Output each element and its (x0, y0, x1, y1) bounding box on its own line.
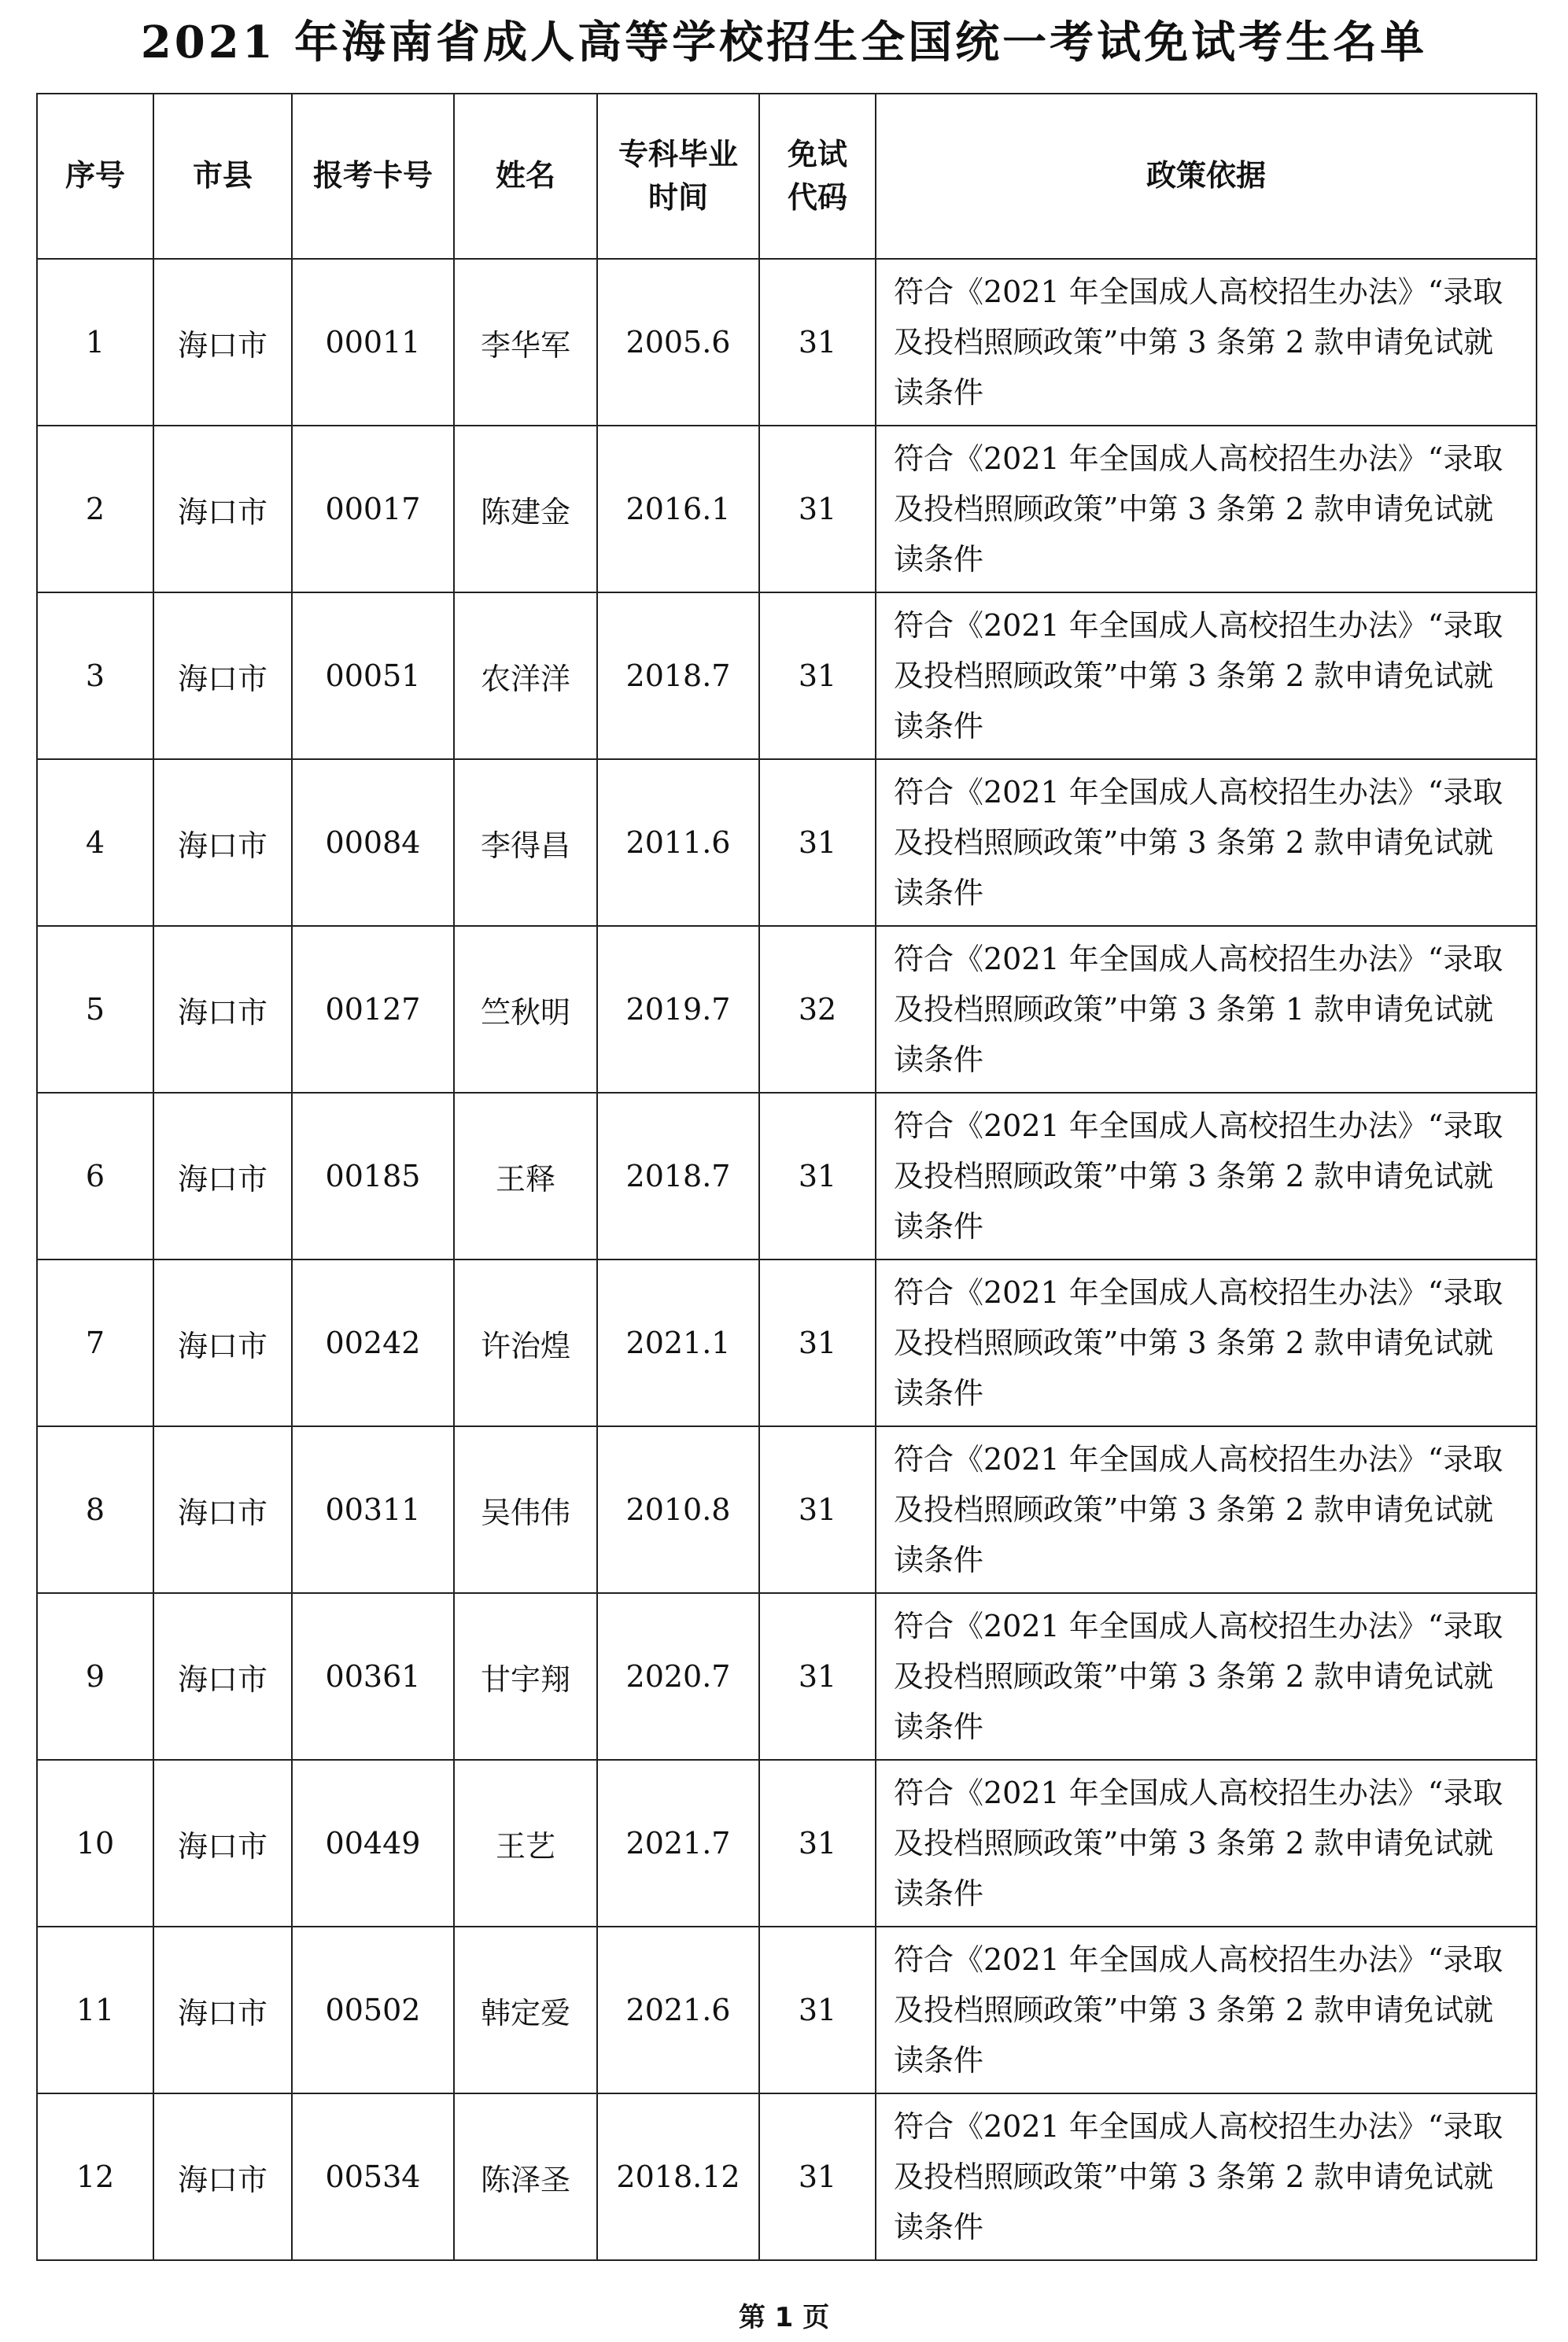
cell-index: 12 (37, 2093, 153, 2260)
cell-card-no: 00017 (292, 426, 454, 592)
cell-card-no: 00534 (292, 2093, 454, 2260)
page-title: 2021 年海南省成人高等学校招生全国统一考试免试考生名单 (140, 17, 1428, 68)
cell-card-no: 00242 (292, 1260, 454, 1426)
cell-exempt-code: 31 (759, 259, 876, 426)
header-exempt-code-line2: 代码 (787, 180, 847, 215)
cell-grad-time: 2021.7 (597, 1760, 759, 1927)
cell-city: 海口市 (153, 2093, 292, 2260)
cell-index: 9 (37, 1593, 153, 1760)
header-name: 姓名 (454, 94, 597, 259)
cell-city: 海口市 (153, 759, 292, 926)
cell-name: 许治煌 (454, 1260, 597, 1426)
table-header-row (37, 94, 1537, 259)
cell-card-no: 00011 (292, 259, 454, 426)
cell-name: 王释 (454, 1093, 597, 1260)
cell-card-no: 00311 (292, 1426, 454, 1593)
cell-exempt-code: 31 (759, 1260, 876, 1426)
cell-grad-time: 2018.7 (597, 1093, 759, 1260)
cell-exempt-code: 31 (759, 759, 876, 926)
exempt-candidates-table (36, 93, 1537, 2261)
page-number: 第 1 页 (738, 2302, 830, 2333)
header-exempt-code (759, 94, 876, 259)
cell-card-no: 00361 (292, 1593, 454, 1760)
cell-index: 3 (37, 592, 153, 759)
cell-policy: 符合《2021 年全国成人高校招生办法》“录取及投档照顾政策”中第 3 条第 2 款申请免试就读条件 (876, 1927, 1537, 2093)
table-row (37, 1426, 1537, 1593)
cell-index: 11 (37, 1927, 153, 2093)
cell-grad-time: 2018.7 (597, 592, 759, 759)
cell-policy: 符合《2021 年全国成人高校招生办法》“录取及投档照顾政策”中第 3 条第 2 款申请免试就读条件 (876, 259, 1537, 426)
cell-exempt-code: 31 (759, 1927, 876, 2093)
table-body (37, 259, 1537, 2260)
cell-card-no: 00449 (292, 1760, 454, 1927)
cell-name: 韩定爱 (454, 1927, 597, 2093)
header-card-no: 报考卡号 (292, 94, 454, 259)
cell-city: 海口市 (153, 1760, 292, 1927)
cell-grad-time: 2021.6 (597, 1927, 759, 2093)
cell-policy: 符合《2021 年全国成人高校招生办法》“录取及投档照顾政策”中第 3 条第 2 款申请免试就读条件 (876, 1760, 1537, 1927)
header-index: 序号 (37, 94, 153, 259)
cell-city: 海口市 (153, 1593, 292, 1760)
cell-grad-time: 2005.6 (597, 259, 759, 426)
cell-city: 海口市 (153, 592, 292, 759)
cell-city: 海口市 (153, 926, 292, 1093)
cell-index: 8 (37, 1426, 153, 1593)
header-policy: 政策依据 (876, 94, 1537, 259)
cell-exempt-code: 31 (759, 1426, 876, 1593)
cell-name: 农洋洋 (454, 592, 597, 759)
cell-city: 海口市 (153, 1260, 292, 1426)
table-row (37, 1260, 1537, 1426)
cell-policy: 符合《2021 年全国成人高校招生办法》“录取及投档照顾政策”中第 3 条第 2 款申请免试就读条件 (876, 426, 1537, 592)
cell-index: 6 (37, 1093, 153, 1260)
cell-exempt-code: 31 (759, 1760, 876, 1927)
table-row (37, 1760, 1537, 1927)
cell-exempt-code: 31 (759, 2093, 876, 2260)
table-row (37, 759, 1537, 926)
cell-grad-time: 2018.12 (597, 2093, 759, 2260)
cell-exempt-code: 31 (759, 426, 876, 592)
table-row (37, 1093, 1537, 1260)
cell-index: 7 (37, 1260, 153, 1426)
cell-grad-time: 2020.7 (597, 1593, 759, 1760)
cell-policy: 符合《2021 年全国成人高校招生办法》“录取及投档照顾政策”中第 3 条第 2 款申请免试就读条件 (876, 1093, 1537, 1260)
header-grad-time-line1: 专科毕业 (618, 136, 738, 172)
cell-index: 5 (37, 926, 153, 1093)
cell-name: 陈建金 (454, 426, 597, 592)
cell-policy: 符合《2021 年全国成人高校招生办法》“录取及投档照顾政策”中第 3 条第 2 款申请免试就读条件 (876, 2093, 1537, 2260)
cell-grad-time: 2011.6 (597, 759, 759, 926)
cell-grad-time: 2016.1 (597, 426, 759, 592)
cell-city: 海口市 (153, 1927, 292, 2093)
table-row (37, 926, 1537, 1093)
cell-card-no: 00084 (292, 759, 454, 926)
cell-index: 1 (37, 259, 153, 426)
cell-index: 10 (37, 1760, 153, 1927)
header-grad-time-line2: 时间 (647, 180, 708, 215)
cell-card-no: 00051 (292, 592, 454, 759)
cell-card-no: 00127 (292, 926, 454, 1093)
cell-name: 王艺 (454, 1760, 597, 1927)
cell-exempt-code: 31 (759, 1593, 876, 1760)
table-row (37, 259, 1537, 426)
cell-city: 海口市 (153, 1426, 292, 1593)
cell-city: 海口市 (153, 1093, 292, 1260)
cell-exempt-code: 31 (759, 1093, 876, 1260)
table-row (37, 592, 1537, 759)
table-row (37, 426, 1537, 592)
cell-city: 海口市 (153, 259, 292, 426)
cell-policy: 符合《2021 年全国成人高校招生办法》“录取及投档照顾政策”中第 3 条第 2 款申请免试就读条件 (876, 1260, 1537, 1426)
cell-grad-time: 2010.8 (597, 1426, 759, 1593)
table-row (37, 1927, 1537, 2093)
header-grad-time (597, 94, 759, 259)
cell-name: 竺秋明 (454, 926, 597, 1093)
cell-card-no: 00185 (292, 1093, 454, 1260)
cell-grad-time: 2019.7 (597, 926, 759, 1093)
cell-index: 4 (37, 759, 153, 926)
cell-card-no: 00502 (292, 1927, 454, 2093)
cell-city: 海口市 (153, 426, 292, 592)
cell-policy: 符合《2021 年全国成人高校招生办法》“录取及投档照顾政策”中第 3 条第 2 款申请免试就读条件 (876, 592, 1537, 759)
cell-name: 李得昌 (454, 759, 597, 926)
cell-policy: 符合《2021 年全国成人高校招生办法》“录取及投档照顾政策”中第 3 条第 2 款申请免试就读条件 (876, 1426, 1537, 1593)
cell-name: 陈泽圣 (454, 2093, 597, 2260)
cell-index: 2 (37, 426, 153, 592)
table-row (37, 1593, 1537, 1760)
header-exempt-code-line1: 免试 (787, 136, 847, 172)
cell-name: 甘宇翔 (454, 1593, 597, 1760)
cell-policy: 符合《2021 年全国成人高校招生办法》“录取及投档照顾政策”中第 3 条第 1 款申请免试就读条件 (876, 926, 1537, 1093)
table-row (37, 2093, 1537, 2260)
cell-name: 李华军 (454, 259, 597, 426)
cell-grad-time: 2021.1 (597, 1260, 759, 1426)
cell-policy: 符合《2021 年全国成人高校招生办法》“录取及投档照顾政策”中第 3 条第 2 款申请免试就读条件 (876, 759, 1537, 926)
cell-policy: 符合《2021 年全国成人高校招生办法》“录取及投档照顾政策”中第 3 条第 2 款申请免试就读条件 (876, 1593, 1537, 1760)
cell-exempt-code: 32 (759, 926, 876, 1093)
cell-name: 吴伟伟 (454, 1426, 597, 1593)
header-city: 市县 (153, 94, 292, 259)
cell-exempt-code: 31 (759, 592, 876, 759)
